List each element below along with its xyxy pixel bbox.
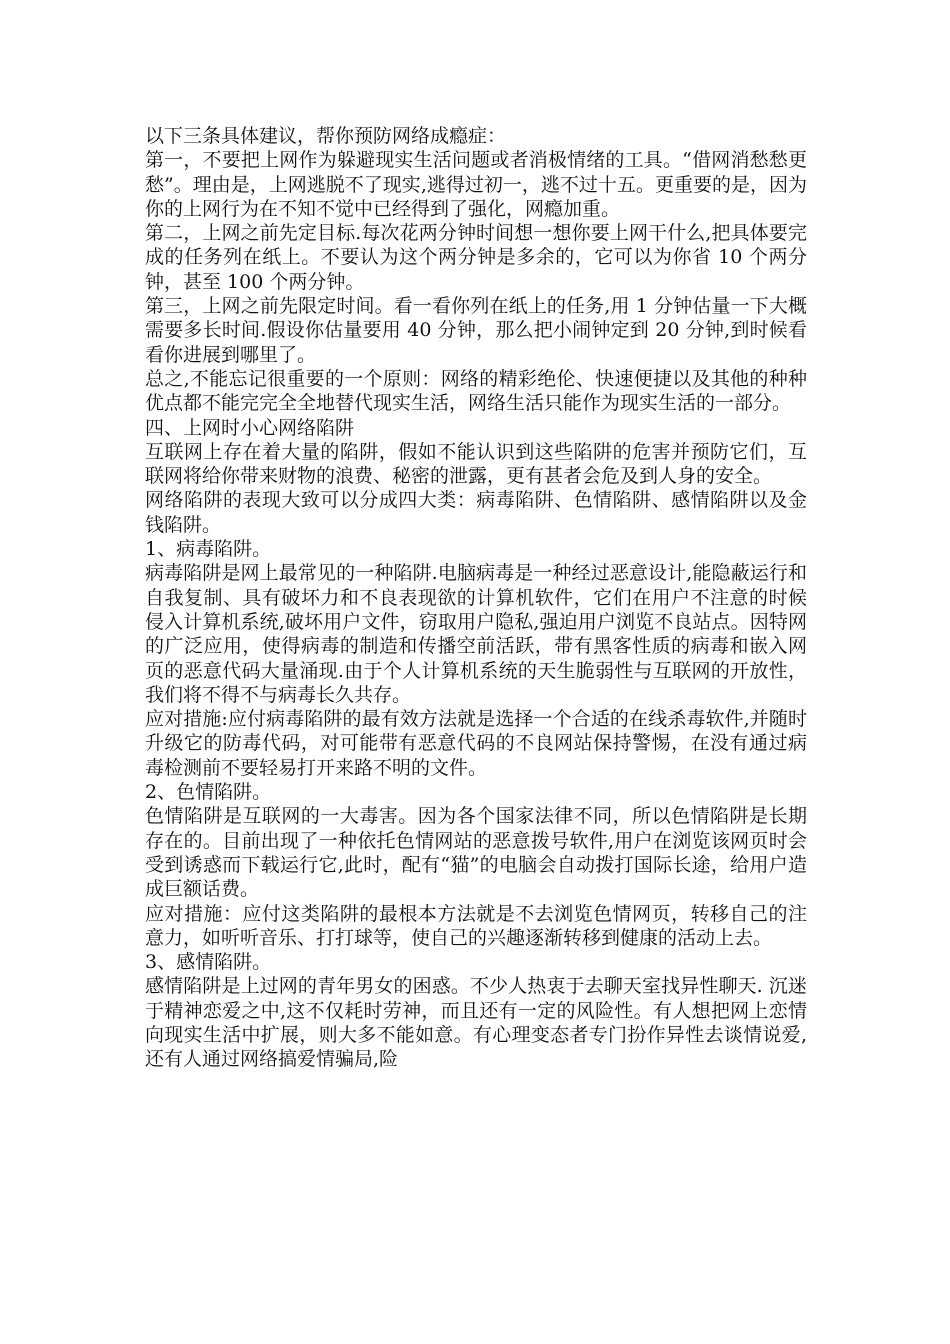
subheading-emotion-trap: 3、感情陷阱。 [145, 951, 272, 974]
paragraph-traps-intro: 互联网上存在着大量的陷阱，假如不能认识到这些陷阱的危害并预防它们，互联网将给你带来财物的浪费、秘密的泄露，更有甚者会危及到人身的安全。 [145, 440, 807, 488]
paragraph-advice-2: 第二，上网之前先定目标.每次花两分钟时间想一想你要上网干什么,把具体要完成的任务列在纸上。不要认为这个两分钟是多余的，它可以为你省 10 个两分钟，甚至 100 个两分钟。 [145, 222, 807, 293]
section-heading-4: 四、上网时小心网络陷阱 [145, 416, 355, 439]
subheading-virus-trap: 1、病毒陷阱。 [145, 538, 272, 561]
paragraph-advice-3: 第三，上网之前先限定时间。看一看你列在纸上的任务,用 1 分钟估量一下大概需要多长时间.假设你估量要用 40 分钟，那么把小闹钟定到 20 分钟,到时候看看你进展到哪里了。 [145, 295, 807, 366]
subheading-porn-trap: 2、色情陷阱。 [145, 781, 272, 804]
paragraph-virus-countermeasure: 应对措施:应付病毒陷阱的最有效方法就是选择一个合适的在线杀毒软件,并随时升级它的防毒代码，对可能带有恶意代码的不良网站保持警惕，在没有通过病毒检测前不要轻易打开来路不明的文件。 [145, 708, 807, 779]
paragraph-trap-categories: 网络陷阱的表现大致可以分成四大类：病毒陷阱、色情陷阱、感情陷阱以及金钱陷阱。 [145, 489, 807, 536]
paragraph-emotion-trap: 感情陷阱是上过网的青年男女的困惑。不少人热衷于去聊天室找异性聊天. 沉迷于精神恋爱之中,这不仅耗时劳神，而且还有一定的风险性。有人想把网上恋情向现实生活中扩展，则大多不能如意。有心理变态者专门扮作异性去谈情说爱,还有人通过网络搞爱情骗局,险 [145, 975, 807, 1071]
paragraph-intro: 以下三条具体建议，帮你预防网络成瘾症： [145, 125, 507, 147]
paragraph-summary: 总之,不能忘记很重要的一个原则：网络的精彩绝伦、快速便捷以及其他的种种优点都不能完完全全地替代现实生活，网络生活只能作为现实生活的一部分。 [145, 367, 807, 415]
paragraph-porn-countermeasure: 应对措施：应付这类陷阱的最根本方法就是不去浏览色情网页，转移自己的注意力，如听听音乐、打打球等，使自己的兴趣逐渐转移到健康的活动上去。 [145, 902, 807, 949]
paragraph-porn-trap: 色情陷阱是互联网的一大毒害。因为各个国家法律不同，所以色情陷阱是长期存在的。目前出现了一种依托色情网站的恶意拨号软件,用户在浏览该网页时会受到诱惑而下载运行它,此时，配有“猫”的电脑会自动拨打国际长途，给用户造成巨额话费。 [145, 805, 807, 901]
paragraph-advice-1: 第一，不要把上网作为躲避现实生活问题或者消极情绪的工具。“借网消愁愁更愁”。理由是，上网逃脱不了现实,逃得过初一，逃不过十五。更重要的是，因为你的上网行为在不知不觉中已经得到了强化，网瘾加重。 [145, 149, 807, 220]
paragraph-virus-trap: 病毒陷阱是网上最常见的一种陷阱.电脑病毒是一种经过恶意设计,能隐蔽运行和自我复制、具有破坏力和不良表现欲的计算机软件，它们在用户不注意的时候侵入计算机系统,破坏用户文件，窃取用户隐私,强迫用户浏览不良站点。因特网的广泛应用，使得病毒的制造和传播空前活跃，带有黑客性质的病毒和嵌入网页的恶意代码大量涌现.由于个人计算机系统的天生脆弱性与互联网的开放性，我们将不得不与病毒长久共存。 [145, 562, 807, 706]
document-body [145, 124, 807, 1072]
